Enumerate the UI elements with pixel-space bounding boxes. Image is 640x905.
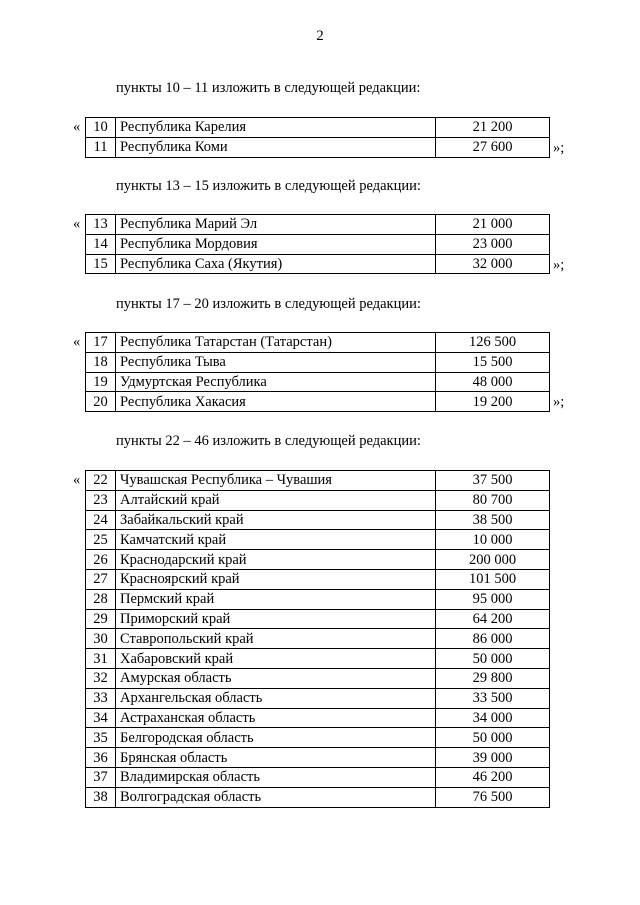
row-number: 35 (86, 728, 116, 748)
table-row (86, 490, 550, 510)
row-number: 31 (86, 649, 116, 669)
region-name: Брянская область (116, 748, 436, 768)
row-number: 27 (86, 569, 116, 589)
table-row (86, 550, 550, 570)
table-row (86, 234, 550, 254)
amount-value: 48 000 (436, 372, 550, 392)
table-row (86, 708, 550, 728)
section-intro: пункты 22 – 46 изложить в следующей редакции: (116, 433, 421, 449)
open-quote: « (73, 216, 81, 232)
table-row (86, 333, 550, 353)
section-intro: пункты 13 – 15 изложить в следующей редакции: (116, 178, 421, 194)
row-number: 29 (86, 609, 116, 629)
row-number: 17 (86, 333, 116, 353)
region-name: Республика Саха (Якутия) (116, 254, 436, 274)
amount-value: 21 200 (436, 118, 550, 138)
region-name: Архангельская область (116, 688, 436, 708)
region-name: Республика Татарстан (Татарстан) (116, 333, 436, 353)
region-name: Чувашская Республика – Чувашия (116, 471, 436, 491)
region-name: Красноярский край (116, 569, 436, 589)
table-row (86, 118, 550, 138)
amount-value: 15 500 (436, 352, 550, 372)
row-number: 24 (86, 510, 116, 530)
region-name: Алтайский край (116, 490, 436, 510)
row-number: 36 (86, 748, 116, 768)
table-row (86, 609, 550, 629)
row-number: 10 (86, 118, 116, 138)
amount-value: 39 000 (436, 748, 550, 768)
table-row (86, 530, 550, 550)
table-row (86, 787, 550, 807)
table-row (86, 137, 550, 157)
region-name: Волгоградская область (116, 787, 436, 807)
row-number: 11 (86, 137, 116, 157)
row-number: 18 (86, 352, 116, 372)
row-number: 26 (86, 550, 116, 570)
amount-value: 33 500 (436, 688, 550, 708)
region-name: Удмуртская Республика (116, 372, 436, 392)
region-name: Республика Коми (116, 137, 436, 157)
table-row (86, 510, 550, 530)
region-name: Приморский край (116, 609, 436, 629)
open-quote: « (73, 472, 81, 488)
row-number: 14 (86, 234, 116, 254)
row-number: 20 (86, 392, 116, 412)
table-row (86, 748, 550, 768)
open-quote: « (73, 334, 81, 350)
region-table (85, 214, 550, 274)
amount-value: 50 000 (436, 728, 550, 748)
row-number: 32 (86, 668, 116, 688)
amount-value: 101 500 (436, 569, 550, 589)
table-row (86, 471, 550, 491)
region-name: Республика Мордовия (116, 234, 436, 254)
row-number: 37 (86, 767, 116, 787)
amount-value: 80 700 (436, 490, 550, 510)
amount-value: 27 600 (436, 137, 550, 157)
table-row (86, 352, 550, 372)
table-row (86, 254, 550, 274)
table-row (86, 589, 550, 609)
row-number: 13 (86, 215, 116, 235)
amount-value: 200 000 (436, 550, 550, 570)
region-name: Республика Марий Эл (116, 215, 436, 235)
region-name: Владимирская область (116, 767, 436, 787)
region-name: Камчатский край (116, 530, 436, 550)
amount-value: 46 200 (436, 767, 550, 787)
amount-value: 64 200 (436, 609, 550, 629)
amount-value: 37 500 (436, 471, 550, 491)
row-number: 25 (86, 530, 116, 550)
table-row (86, 688, 550, 708)
row-number: 23 (86, 490, 116, 510)
region-name: Республика Хакасия (116, 392, 436, 412)
table-row (86, 629, 550, 649)
amount-value: 34 000 (436, 708, 550, 728)
amount-value: 86 000 (436, 629, 550, 649)
amount-value: 19 200 (436, 392, 550, 412)
close-quote: »; (553, 139, 565, 156)
region-name: Ставропольский край (116, 629, 436, 649)
amount-value: 126 500 (436, 333, 550, 353)
amount-value: 29 800 (436, 668, 550, 688)
row-number: 15 (86, 254, 116, 274)
table-row (86, 215, 550, 235)
amount-value: 10 000 (436, 530, 550, 550)
amount-value: 50 000 (436, 649, 550, 669)
table-row (86, 767, 550, 787)
region-table (85, 470, 550, 808)
region-name: Республика Тыва (116, 352, 436, 372)
row-number: 30 (86, 629, 116, 649)
region-table (85, 117, 550, 158)
row-number: 33 (86, 688, 116, 708)
region-name: Амурская область (116, 668, 436, 688)
amount-value: 38 500 (436, 510, 550, 530)
amount-value: 95 000 (436, 589, 550, 609)
amount-value: 21 000 (436, 215, 550, 235)
amount-value: 23 000 (436, 234, 550, 254)
amount-value: 76 500 (436, 787, 550, 807)
region-name: Белгородская область (116, 728, 436, 748)
open-quote: « (73, 119, 81, 135)
section-intro: пункты 10 – 11 изложить в следующей редакции: (116, 80, 421, 96)
row-number: 38 (86, 787, 116, 807)
row-number: 22 (86, 471, 116, 491)
table-row (86, 392, 550, 412)
region-name: Забайкальский край (116, 510, 436, 530)
close-quote: »; (553, 256, 565, 273)
table-row (86, 728, 550, 748)
row-number: 28 (86, 589, 116, 609)
row-number: 19 (86, 372, 116, 392)
table-row (86, 569, 550, 589)
region-table (85, 332, 550, 412)
amount-value: 32 000 (436, 254, 550, 274)
region-name: Республика Карелия (116, 118, 436, 138)
region-name: Пермский край (116, 589, 436, 609)
table-row (86, 649, 550, 669)
region-name: Астраханская область (116, 708, 436, 728)
table-row (86, 372, 550, 392)
page-number: 2 (316, 28, 324, 44)
region-name: Краснодарский край (116, 550, 436, 570)
row-number: 34 (86, 708, 116, 728)
close-quote: »; (553, 394, 565, 411)
region-name: Хабаровский край (116, 649, 436, 669)
section-intro: пункты 17 – 20 изложить в следующей редакции: (116, 296, 421, 312)
table-row (86, 668, 550, 688)
